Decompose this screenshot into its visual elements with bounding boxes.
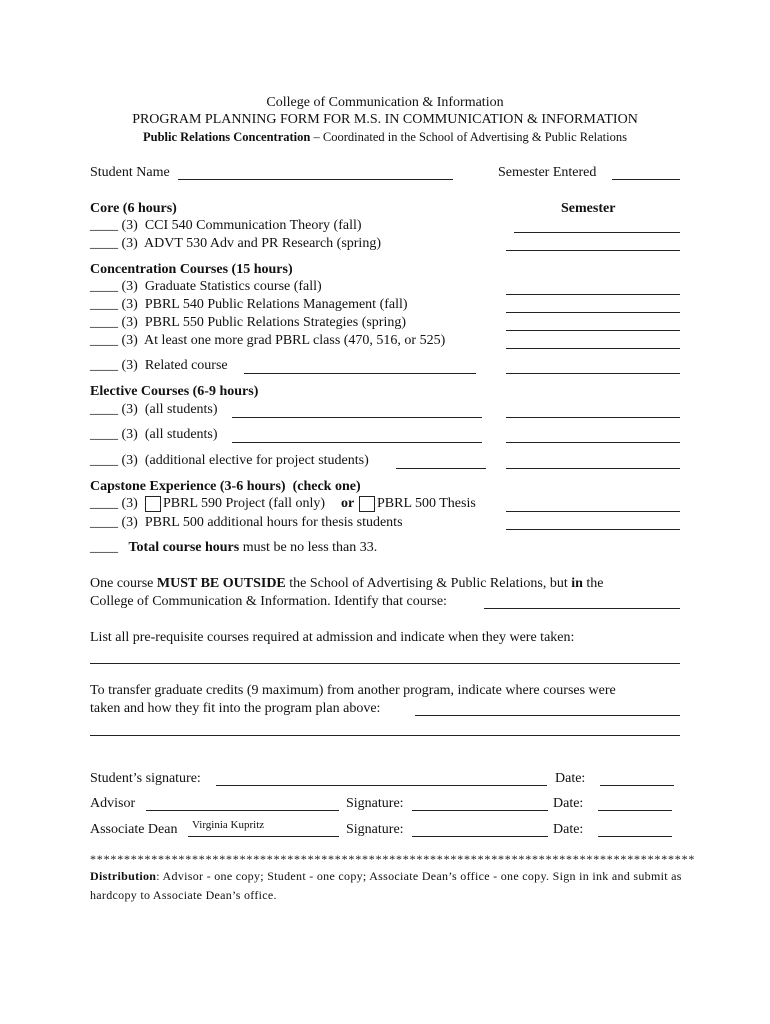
assoc-dean-name: Virginia Kupritz (192, 819, 265, 831)
total-hours-line (90, 540, 377, 556)
outside-text-1: One course (90, 576, 157, 591)
outside-bold-1: MUST BE OUTSIDE (156, 576, 286, 591)
concentration-item-1: ____ (3) Graduate Statistics course (fall) (90, 279, 322, 294)
elective-item-3: ____ (3) (additional elective for project students) (90, 453, 369, 468)
elective-course-field-3[interactable] (396, 468, 486, 469)
core-item-2: ____ (3) ADVT 530 Adv and PR Research (spring) (90, 236, 381, 251)
college-title: College of Communication & Information (266, 95, 504, 110)
advisor-signature-field[interactable] (412, 810, 548, 811)
elective-heading: Elective Courses (6-9 hours) (90, 384, 259, 399)
concentration-subtitle (0, 130, 770, 145)
semester-entered-field[interactable] (612, 179, 680, 180)
prereq-field[interactable] (90, 663, 680, 664)
semester-field-elec-1[interactable] (506, 417, 680, 418)
separator-stars: ***************************************************************************************** (90, 852, 696, 866)
elective-item-1: ____ (3) (all students) (90, 402, 218, 417)
outside-text-2: the School of Advertising & Public Relations, but (285, 576, 572, 591)
outside-line-1 (90, 576, 604, 592)
capstone-option-project: PBRL 590 Project (fall only) (163, 496, 326, 511)
concentration-item-5: ____ (3) Related course (90, 358, 228, 373)
semester-field-core-1[interactable] (514, 232, 680, 233)
semester-field-conc-3[interactable] (506, 330, 680, 331)
transfer-line-1: To transfer graduate credits (9 maximum) from another program, indicate where courses were (90, 683, 616, 698)
student-signature-field[interactable] (216, 785, 547, 786)
assoc-dean-label: Associate Dean (90, 822, 178, 837)
distribution-text: : Advisor - one copy; Student - one copy; Associate Dean’s office - one copy. Sign in ink and submit as hardcopy to Associate Dean’s office. (90, 869, 682, 902)
semester-field-cap-2[interactable] (506, 529, 680, 530)
distribution-note (90, 867, 686, 905)
semester-field-cap-1[interactable] (506, 511, 680, 512)
semester-field-conc-1[interactable] (506, 294, 680, 295)
capstone-heading: Capstone Experience (3-6 hours) (check one) (90, 479, 361, 494)
total-bold: Total course hours (128, 540, 240, 555)
concentration-item-4: ____ (3) At least one more grad PBRL class (470, 516, or 525) (90, 333, 446, 348)
outside-line-2: College of Communication & Information. Identify that course: (90, 594, 447, 609)
outside-bold-2: in (571, 576, 583, 591)
elective-item-2: ____ (3) (all students) (90, 427, 218, 442)
total-rest: must be no less than 33. (239, 540, 378, 555)
semester-field-core-2[interactable] (506, 250, 680, 251)
advisor-date-field[interactable] (598, 810, 672, 811)
advisor-signature-label: Signature: (346, 796, 404, 811)
semester-field-conc-2[interactable] (506, 312, 680, 313)
assoc-dean-signature-field[interactable] (412, 836, 548, 837)
transfer-line-2: taken and how they fit into the program plan above: (90, 701, 381, 716)
capstone-prefix: ____ (3) (90, 496, 138, 511)
concentration-item-3: ____ (3) PBRL 550 Public Relations Strategies (spring) (90, 315, 407, 330)
capstone-or: or (341, 496, 355, 511)
core-heading: Core (6 hours) (90, 201, 177, 216)
semester-field-conc-5[interactable] (506, 373, 680, 374)
core-item-1: ____ (3) CCI 540 Communication Theory (fall) (90, 218, 362, 233)
prereq-text: List all pre-requisite courses required at admission and indicate when they were taken: (90, 630, 575, 645)
assoc-dean-date-field[interactable] (598, 836, 672, 837)
transfer-field-1[interactable] (415, 715, 680, 716)
assoc-dean-date-label: Date: (553, 822, 584, 837)
elective-course-field-1[interactable] (232, 417, 482, 418)
elective-course-field-2[interactable] (232, 442, 482, 443)
student-date-field[interactable] (600, 785, 674, 786)
transfer-field-2[interactable] (90, 735, 680, 736)
form-title: PROGRAM PLANNING FORM FOR M.S. IN COMMUNICATION & INFORMATION (132, 112, 638, 127)
student-signature-label: Student’s signature: (90, 771, 201, 786)
concentration-heading: Concentration Courses (15 hours) (90, 262, 293, 277)
project-checkbox[interactable] (145, 496, 161, 512)
concentration-item-2: ____ (3) PBRL 540 Public Relations Management (fall) (90, 297, 408, 312)
thesis-checkbox[interactable] (359, 496, 375, 512)
student-name-field[interactable] (178, 179, 453, 180)
capstone-option-thesis: PBRL 500 Thesis (377, 496, 476, 511)
advisor-label: Advisor (90, 796, 136, 811)
related-course-field[interactable] (244, 373, 476, 374)
assoc-dean-signature-label: Signature: (346, 822, 404, 837)
total-blank: ____ (90, 540, 118, 555)
semester-field-conc-4[interactable] (506, 348, 680, 349)
semester-column-heading: Semester (561, 201, 616, 216)
subtitle-rest: – Coordinated in the School of Advertising & Public Relations (310, 130, 627, 144)
student-name-label: Student Name (90, 165, 170, 180)
assoc-dean-name-field[interactable] (188, 836, 339, 837)
distribution-label: Distribution (90, 869, 157, 883)
outside-course-field[interactable] (484, 608, 680, 609)
semester-entered-label: Semester Entered (498, 165, 597, 180)
capstone-item-2: ____ (3) PBRL 500 additional hours for thesis students (90, 515, 403, 530)
advisor-date-label: Date: (553, 796, 584, 811)
subtitle-bold: Public Relations Concentration (143, 130, 311, 144)
semester-field-elec-2[interactable] (506, 442, 680, 443)
outside-text-3: the (582, 576, 604, 591)
semester-field-elec-3[interactable] (506, 468, 680, 469)
advisor-name-field[interactable] (146, 810, 339, 811)
student-date-label: Date: (555, 771, 586, 786)
